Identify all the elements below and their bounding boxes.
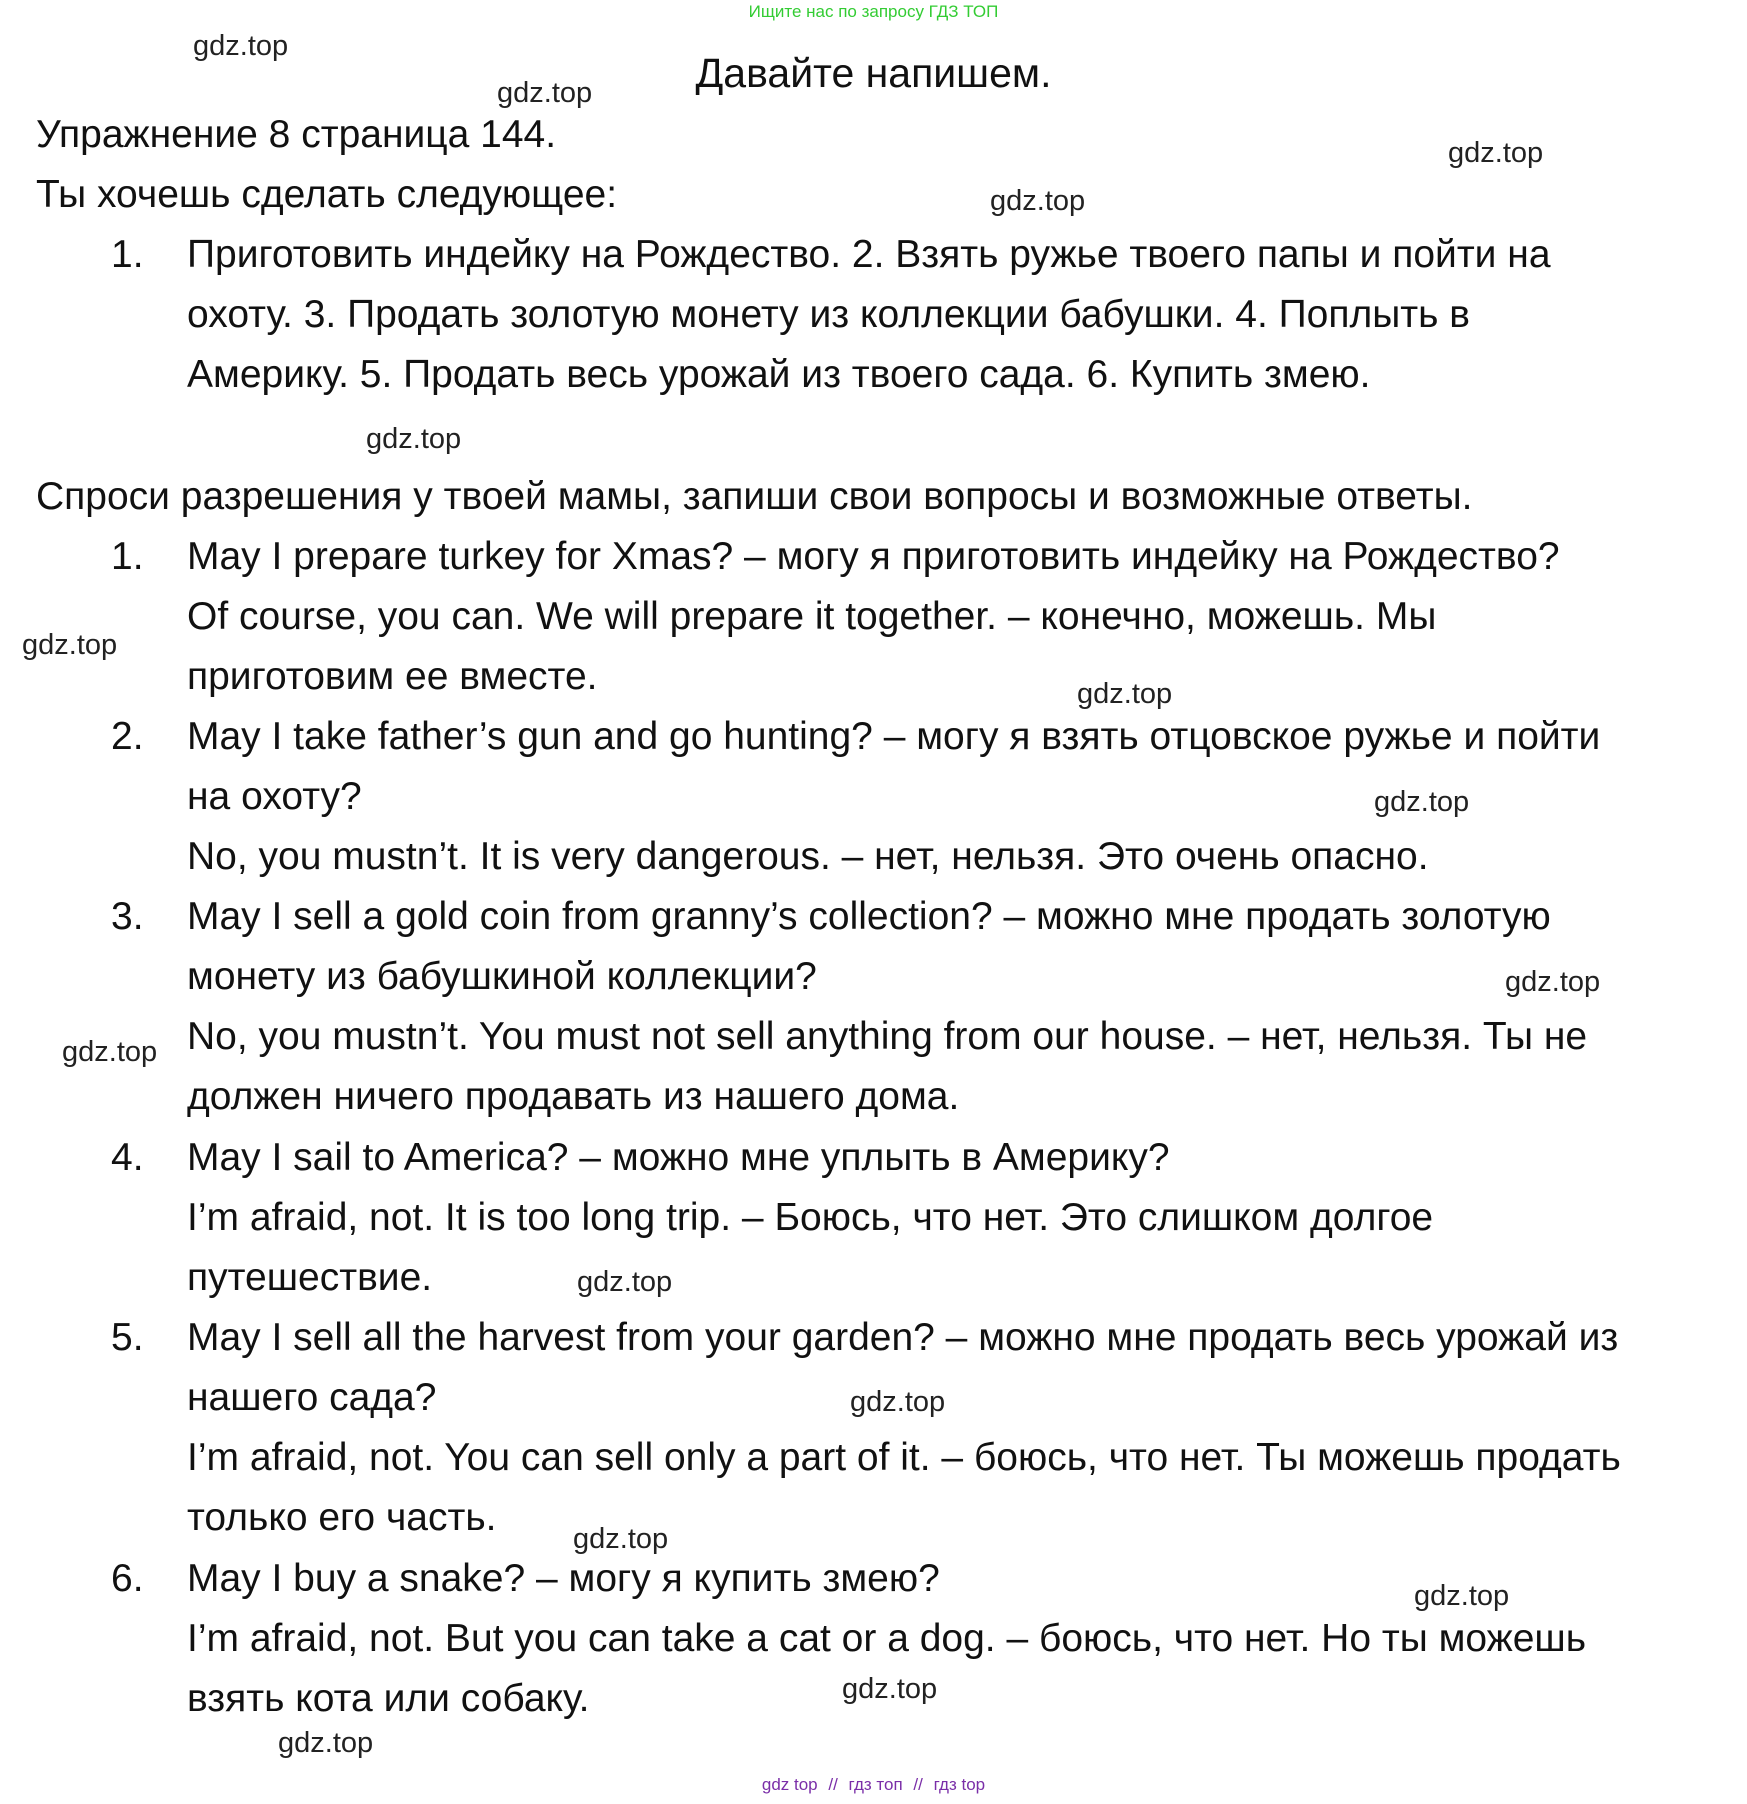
watermark: gdz.top [62, 1036, 158, 1068]
answer-line: May I sell all the harvest from your garden? – можно мне продать весь урожай из [187, 1316, 1619, 1359]
watermark: gdz.top [1414, 1580, 1510, 1612]
task-line: охоту. 3. Продать золотую монету из коллекции бабушки. 4. Поплыть в [187, 293, 1470, 336]
answer-line: I’m afraid, not. But you can take a cat or a dog. – боюсь, что нет. Но ты можешь [187, 1617, 1587, 1660]
top-banner: Ищите нас по запросу ГДЗ ТОП [748, 2, 999, 21]
watermark: gdz.top [842, 1673, 938, 1705]
footer-part: gdz top [761, 1775, 818, 1794]
watermark: gdz.top [573, 1523, 669, 1555]
task-number: 1. [111, 233, 144, 276]
answer-number: 3. [111, 895, 144, 938]
footer-part: гдз топ [848, 1775, 903, 1794]
watermark: gdz.top [990, 185, 1086, 217]
watermark: gdz.top [1448, 137, 1544, 169]
answer-line: должен ничего продавать из нашего дома. [187, 1075, 960, 1118]
answer-number: 1. [111, 535, 144, 578]
watermark: gdz.top [278, 1727, 374, 1759]
watermark: gdz.top [1374, 786, 1470, 818]
watermark: gdz.top [497, 77, 593, 109]
answer-line: No, you mustn’t. It is very dangerous. – нет, нельзя. Это очень опасно. [187, 835, 1429, 878]
watermark: gdz.top [1077, 678, 1173, 710]
answer-line: May I prepare turkey for Xmas? – могу я приготовить индейку на Рождество? [187, 535, 1560, 578]
task-line: Америку. 5. Продать весь урожай из твоего сада. 6. Купить змею. [187, 353, 1371, 396]
answer-number: 2. [111, 715, 144, 758]
watermark: gdz.top [850, 1386, 946, 1418]
answer-line: нашего сада? [187, 1376, 437, 1419]
answer-line: May I sail to America? – можно мне уплыть в Америку? [187, 1136, 1170, 1179]
watermark: gdz.top [577, 1266, 673, 1298]
intro-text: Ты хочешь сделать следующее: [36, 173, 618, 216]
watermark: gdz.top [193, 30, 289, 62]
answer-number: 4. [111, 1136, 144, 1179]
task-line: Приготовить индейку на Рождество. 2. Взять ружье твоего папы и пойти на [187, 233, 1551, 276]
answer-line: I’m afraid, not. You can sell only a part of it. – боюсь, что нет. Ты можешь продать [187, 1436, 1621, 1479]
answer-number: 5. [111, 1316, 144, 1359]
answer-number: 6. [111, 1557, 144, 1600]
footer [0, 1775, 1747, 1795]
answer-line: I’m afraid, not. It is too long trip. – Боюсь, что нет. Это слишком долгое [187, 1196, 1434, 1239]
answer-line: путешествие. [187, 1256, 433, 1299]
watermark: gdz.top [1505, 966, 1601, 998]
answer-line: только его часть. [187, 1496, 497, 1539]
answer-line: May I buy a snake? – могу я купить змею? [187, 1557, 940, 1600]
answer-line: May I take father’s gun and go hunting? – могу я взять отцовское ружье и пойти [187, 715, 1601, 758]
footer-part: гдз top [933, 1775, 986, 1794]
footer-part: // [828, 1775, 838, 1794]
answer-line: взять кота или собаку. [187, 1677, 590, 1720]
exercise-title: Упражнение 8 страница 144. [36, 113, 557, 156]
answer-line: Of course, you can. We will prepare it together. – конечно, можешь. Мы [187, 595, 1437, 638]
answer-line: No, you mustn’t. You must not sell anything from our house. – нет, нельзя. Ты не [187, 1015, 1588, 1058]
watermark: gdz.top [22, 629, 118, 661]
instruction-text: Спроси разрешения у твоей мамы, запиши свои вопросы и возможные ответы. [36, 475, 1473, 518]
answer-line: приготовим ее вместе. [187, 655, 598, 698]
watermark: gdz.top [366, 423, 462, 455]
answer-line: монету из бабушкиной коллекции? [187, 955, 817, 998]
answer-line: May I sell a gold coin from granny’s collection? – можно мне продать золотую [187, 895, 1551, 938]
page-heading: Давайте напишем. [695, 50, 1052, 96]
footer-part: // [913, 1775, 923, 1794]
answer-line: на охоту? [187, 775, 362, 818]
